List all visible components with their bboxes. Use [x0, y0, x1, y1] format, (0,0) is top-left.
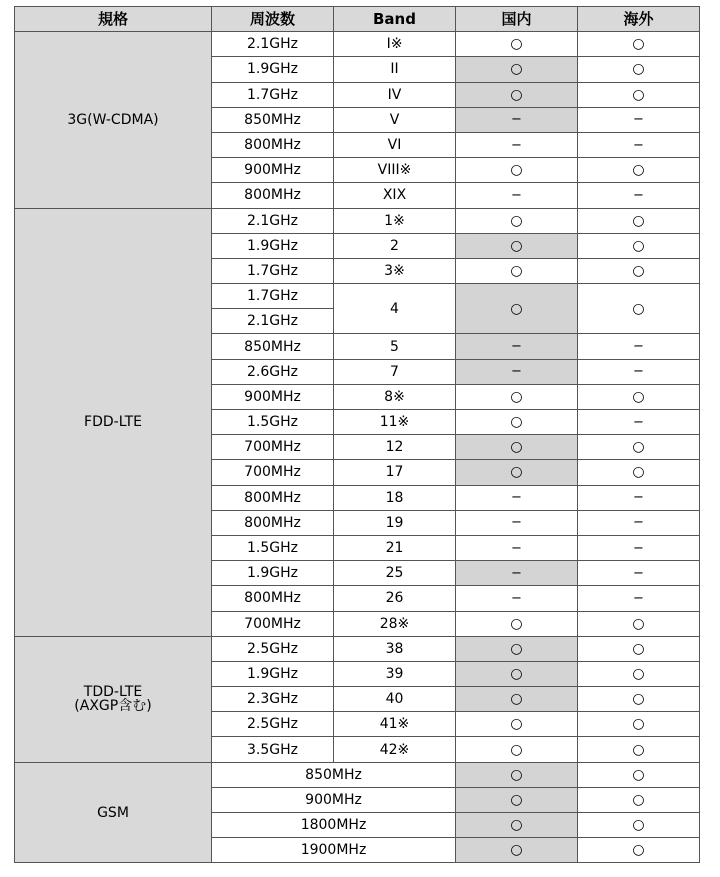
standard-cell	[15, 32, 212, 208]
domestic-cell: −	[456, 132, 578, 157]
frequency-cell: 1800MHz	[212, 813, 456, 838]
frequency-cell: 800MHz	[212, 183, 334, 208]
overseas-cell: ○	[578, 233, 700, 258]
overseas-cell: ○	[578, 611, 700, 636]
domestic-cell: ○	[456, 258, 578, 283]
domestic-cell: ○	[456, 636, 578, 661]
frequency-cell: 700MHz	[212, 460, 334, 485]
frequency-cell: 1.5GHz	[212, 410, 334, 435]
table-row	[15, 32, 700, 57]
domestic-cell: ○	[456, 762, 578, 787]
standard-label: GSM	[97, 804, 129, 821]
frequency-cell: 2.3GHz	[212, 687, 334, 712]
overseas-cell: ○	[578, 636, 700, 661]
domestic-cell: ○	[456, 435, 578, 460]
domestic-cell: ○	[456, 460, 578, 485]
overseas-cell: ○	[578, 762, 700, 787]
overseas-cell: ○	[578, 435, 700, 460]
header-band: Band	[334, 7, 456, 32]
domestic-cell: ○	[456, 838, 578, 863]
frequency-cell: 800MHz	[212, 132, 334, 157]
overseas-cell: ○	[578, 687, 700, 712]
frequency-cell: 1.9GHz	[212, 57, 334, 82]
overseas-cell: ○	[578, 82, 700, 107]
band-cell: 5	[334, 334, 456, 359]
band-cell: 17	[334, 460, 456, 485]
band-cell: 2	[334, 233, 456, 258]
domestic-cell: −	[456, 561, 578, 586]
domestic-cell: ○	[456, 410, 578, 435]
band-cell: 7	[334, 359, 456, 384]
domestic-cell: ○	[456, 661, 578, 686]
overseas-cell: −	[578, 510, 700, 535]
domestic-cell: −	[456, 183, 578, 208]
domestic-cell: ○	[456, 32, 578, 57]
band-cell: 12	[334, 435, 456, 460]
overseas-cell: ○	[578, 838, 700, 863]
band-cell: II	[334, 57, 456, 82]
domestic-cell: ○	[456, 57, 578, 82]
domestic-cell: ○	[456, 712, 578, 737]
band-cell: 25	[334, 561, 456, 586]
overseas-cell: −	[578, 485, 700, 510]
overseas-cell: −	[578, 586, 700, 611]
overseas-cell: −	[578, 132, 700, 157]
band-cell: 28※	[334, 611, 456, 636]
overseas-cell: ○	[578, 57, 700, 82]
header-standard: 規格	[15, 7, 212, 32]
domestic-cell: −	[456, 510, 578, 535]
frequency-cell: 850MHz	[212, 107, 334, 132]
frequency-cell: 1.7GHz	[212, 258, 334, 283]
overseas-cell: −	[578, 535, 700, 560]
band-cell: 42※	[334, 737, 456, 762]
frequency-cell: 2.5GHz	[212, 712, 334, 737]
domestic-cell: ○	[456, 208, 578, 233]
band-cell: XIX	[334, 183, 456, 208]
domestic-cell: −	[456, 359, 578, 384]
overseas-cell: ○	[578, 208, 700, 233]
band-cell: IV	[334, 82, 456, 107]
band-cell: 26	[334, 586, 456, 611]
header-overseas: 海外	[578, 7, 700, 32]
frequency-cell: 1.9GHz	[212, 661, 334, 686]
frequency-cell: 1900MHz	[212, 838, 456, 863]
table-row	[15, 762, 700, 787]
domestic-cell: ○	[456, 158, 578, 183]
overseas-cell: ○	[578, 460, 700, 485]
band-cell: 38	[334, 636, 456, 661]
domestic-cell: ○	[456, 787, 578, 812]
overseas-cell: ○	[578, 813, 700, 838]
standard-label: 3G(W-CDMA)	[67, 111, 159, 128]
header-frequency: 周波数	[212, 7, 334, 32]
domestic-cell: ○	[456, 611, 578, 636]
band-cell: 1※	[334, 208, 456, 233]
band-table	[14, 6, 700, 863]
domestic-cell: ○	[456, 384, 578, 409]
overseas-cell: ○	[578, 787, 700, 812]
band-cell: 39	[334, 661, 456, 686]
standard-cell	[15, 208, 212, 636]
frequency-cell: 700MHz	[212, 611, 334, 636]
overseas-cell: −	[578, 359, 700, 384]
frequency-cell: 800MHz	[212, 586, 334, 611]
domestic-cell: −	[456, 107, 578, 132]
overseas-cell: −	[578, 410, 700, 435]
frequency-cell: 800MHz	[212, 485, 334, 510]
frequency-cell: 900MHz	[212, 787, 456, 812]
domestic-cell: ○	[456, 233, 578, 258]
overseas-cell: −	[578, 183, 700, 208]
overseas-cell: ○	[578, 661, 700, 686]
domestic-cell: ○	[456, 82, 578, 107]
standard-cell	[15, 762, 212, 863]
overseas-cell: −	[578, 107, 700, 132]
standard-label: TDD-LTE	[83, 684, 143, 701]
frequency-cell: 3.5GHz	[212, 737, 334, 762]
band-cell: VIII※	[334, 158, 456, 183]
frequency-cell: 2.1GHz	[212, 208, 334, 233]
domestic-cell: ○	[456, 284, 578, 334]
overseas-cell: −	[578, 334, 700, 359]
frequency-cell: 850MHz	[212, 762, 456, 787]
frequency-cell: 1.9GHz	[212, 233, 334, 258]
domestic-cell: −	[456, 586, 578, 611]
frequency-cell: 900MHz	[212, 158, 334, 183]
band-cell: VI	[334, 132, 456, 157]
frequency-cell: 2.6GHz	[212, 359, 334, 384]
domestic-cell: ○	[456, 737, 578, 762]
band-cell: 41※	[334, 712, 456, 737]
frequency-cell: 2.1GHz	[212, 32, 334, 57]
frequency-cell: 900MHz	[212, 384, 334, 409]
domestic-cell: ○	[456, 813, 578, 838]
overseas-cell: ○	[578, 384, 700, 409]
band-cell: 4	[334, 284, 456, 334]
band-cell: 40	[334, 687, 456, 712]
band-cell: 3※	[334, 258, 456, 283]
overseas-cell: −	[578, 561, 700, 586]
frequency-cell: 1.7GHz	[212, 284, 334, 309]
band-cell: 11※	[334, 410, 456, 435]
frequency-cell: 2.1GHz	[212, 309, 334, 334]
frequency-cell: 2.5GHz	[212, 636, 334, 661]
overseas-cell: ○	[578, 32, 700, 57]
overseas-cell: ○	[578, 158, 700, 183]
standard-label: FDD-LTE	[84, 414, 142, 431]
frequency-cell: 1.7GHz	[212, 82, 334, 107]
overseas-cell: ○	[578, 712, 700, 737]
domestic-cell: −	[456, 535, 578, 560]
frequency-cell: 1.5GHz	[212, 535, 334, 560]
header-row	[15, 7, 700, 32]
band-cell: V	[334, 107, 456, 132]
domestic-cell: ○	[456, 687, 578, 712]
standard-sublabel: (AXGP含む)	[74, 698, 152, 715]
overseas-cell: ○	[578, 284, 700, 334]
band-cell: 21	[334, 535, 456, 560]
band-cell: I※	[334, 32, 456, 57]
frequency-cell: 700MHz	[212, 435, 334, 460]
frequency-cell: 800MHz	[212, 510, 334, 535]
table-row	[15, 636, 700, 661]
band-cell: 18	[334, 485, 456, 510]
frequency-cell: 1.9GHz	[212, 561, 334, 586]
band-cell: 19	[334, 510, 456, 535]
domestic-cell: −	[456, 485, 578, 510]
table-row	[15, 208, 700, 233]
overseas-cell: ○	[578, 737, 700, 762]
header-domestic: 国内	[456, 7, 578, 32]
frequency-cell: 850MHz	[212, 334, 334, 359]
table-body	[15, 32, 700, 863]
overseas-cell: ○	[578, 258, 700, 283]
domestic-cell: −	[456, 334, 578, 359]
band-cell: 8※	[334, 384, 456, 409]
standard-cell	[15, 636, 212, 762]
